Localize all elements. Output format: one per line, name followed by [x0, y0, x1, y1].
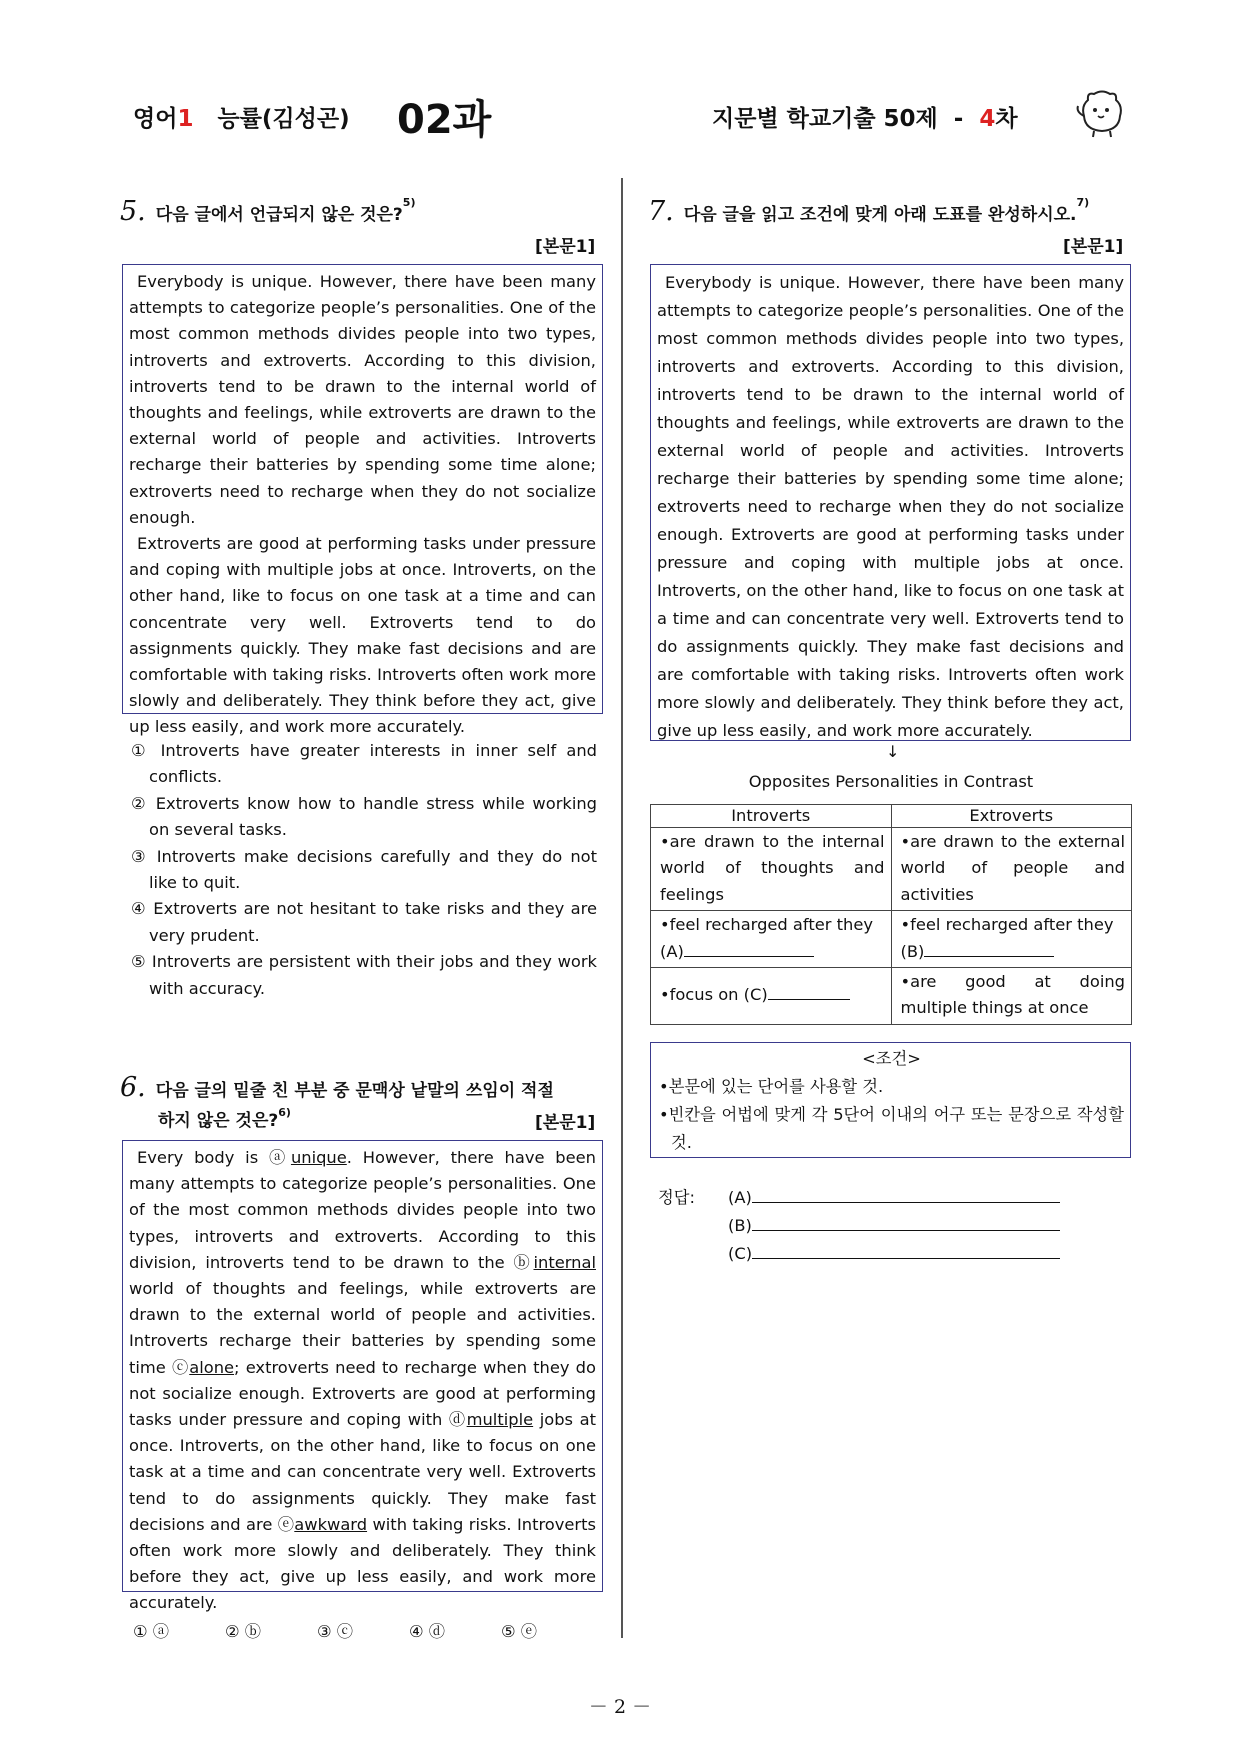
q7-source-tag: [본문1]	[1063, 237, 1124, 257]
conditions-title: <조건>	[862, 1049, 921, 1068]
table-cell: •are drawn to the internal world of thoughts and feelings	[651, 828, 892, 911]
answer-area	[658, 1184, 1060, 1268]
underline-c: alone	[189, 1357, 235, 1377]
answer-line-a[interactable]: (A)	[728, 1184, 1060, 1212]
page-header	[0, 96, 1240, 146]
q6-heading: 6. 다음 글의 밑줄 친 부분 중 문맥상 낱말의 쓰임이 적절	[120, 1072, 554, 1103]
blank-c[interactable]: •focus on (C)	[660, 985, 850, 1004]
table-header-introverts: Introverts	[651, 805, 892, 828]
q5-option[interactable]: ① Introverts have greater interests in inner self and conflicts.	[131, 741, 597, 787]
page-number: － 2 －	[588, 1696, 652, 1718]
mascot-icon	[1074, 86, 1130, 138]
q6-option[interactable]: ② ⓑ	[225, 1622, 262, 1641]
condition-item: •빈칸을 어법에 맞게 각 5단어 이내의 어구 또는 문장으로 작성할 것.	[659, 1105, 1124, 1152]
blank-b[interactable]: (B)	[901, 942, 1055, 961]
q5-source-tag: [본문1]	[535, 237, 596, 257]
q5-options	[131, 738, 597, 1002]
subject-title: 영어1 능률(김성곤)	[133, 106, 350, 132]
q5-option[interactable]: ② Extroverts know how to handle stress while working on several tasks.	[131, 793, 597, 840]
q5-paragraph: Everybody is unique. However, there have been many attempts to categorize people’s personalities. One of the most common methods divides people into two types, introverts and extroverts. According to this division, introverts tend to be drawn to the internal world of thoughts and feelings, while extroverts are drawn to the external world of people and activities. Introverts recharge their batteries by spending some time alone; extroverts need to recharge when they do not socialize enough.	[129, 272, 596, 527]
underline-e: awkward	[294, 1514, 368, 1534]
q5-option[interactable]: ⑤ Introverts are persistent with their jobs and they work with accuracy.	[131, 952, 597, 998]
answer-line-b[interactable]: (B)	[728, 1212, 1060, 1240]
q7-passage	[650, 264, 1131, 741]
table-header-extroverts: Extroverts	[891, 805, 1132, 828]
q6-option[interactable]: ③ ⓒ	[317, 1622, 354, 1641]
q7-heading: 7. 다음 글을 읽고 조건에 맞게 아래 도표를 완성하시오.$^{7)}$	[648, 196, 1090, 227]
underline-d: multiple	[466, 1410, 534, 1430]
exam-set-title: 지문별 학교기출 50제 - 4차	[712, 106, 1018, 132]
q5-option[interactable]: ④ Extroverts are not hesitant to take risks and they are very prudent.	[131, 899, 597, 945]
q6-passage	[122, 1140, 603, 1613]
table-cell: •feel recharged after they (A)	[651, 911, 892, 968]
q6-heading-cont: 하지 않은 것은?$^{6)}$	[158, 1106, 291, 1131]
column-divider	[621, 178, 623, 1638]
lesson-number: 02과	[397, 97, 492, 143]
conditions-box	[650, 1042, 1131, 1158]
q5-heading: 5. 다음 글에서 언급되지 않은 것은?$^{5)}$	[120, 196, 416, 227]
q7-paragraph: Everybody is unique. However, there have been many attempts to categorize people’s personalities. One of the most common methods divides people into two types, introverts and extroverts. According to this division, introverts tend to be drawn to the internal world of thoughts and feelings, while extroverts are drawn to the external world of people and activities. Introverts recharge their batteries by spending some time alone; extroverts need to recharge when they do not socialize enough. Extroverts are good at performing tasks under pressure and coping with multiple jobs at once. Introverts, on the other hand, like to focus on one task at a time and can concentrate very well. Extroverts tend to do assignments quickly. They make fast decisions and are comfortable with taking risks. Introverts often work more slowly and deliberately. They think before they act, give up less easily, and work more accurately.	[657, 273, 1124, 740]
answer-label: 정답:	[658, 1188, 695, 1207]
answer-line-c[interactable]: (C)	[728, 1240, 1060, 1268]
table-cell: •are good at doing multiple things at once	[891, 968, 1132, 1025]
q6-source-tag: [본문1]	[535, 1113, 596, 1133]
q5-paragraph: Extroverts are good at performing tasks under pressure and coping with multiple jobs at once. Introverts, on the other hand, like to focus on one task at a time and can concentrate very well. Extroverts tend to do assignments quickly. They make fast decisions and are comfortable with taking risks. Introverts often work more slowly and deliberately. They think before they act, give up less easily, and work more accurately.	[129, 534, 596, 737]
q6-option[interactable]: ① ⓐ	[133, 1622, 170, 1641]
down-arrow-icon: ↓	[886, 742, 900, 761]
q6-option[interactable]: ⑤ ⓔ	[501, 1622, 538, 1641]
blank-a[interactable]: (A)	[660, 942, 814, 961]
q6-option[interactable]: ④ ⓓ	[409, 1622, 446, 1641]
underline-b: internal	[533, 1252, 596, 1272]
q6-options	[133, 1618, 593, 1642]
condition-item: •본문에 있는 단어를 사용할 것.	[659, 1077, 884, 1096]
table-cell	[651, 968, 892, 1025]
contrast-table-title: Opposites Personalities in Contrast	[748, 772, 1034, 791]
table-cell: •feel recharged after they (B)	[891, 911, 1132, 968]
q5-passage	[122, 264, 603, 737]
table-cell: •are drawn to the external world of people and activities	[891, 828, 1132, 911]
q6-paragraph: Every body is ⓐunique. However, there have been many attempts to categorize people’s personalities. One of the most common methods divides people into two types, introverts and extroverts. According to this division, introverts tend to be drawn to the ⓑinternal world of thoughts and feelings, while extroverts are drawn to the external world of people and activities. Introverts recharge their batteries by spending some time ⓒalone; extroverts need to recharge when they do not socialize enough. Extroverts are good at performing tasks under pressure and coping with ⓓmultiple jobs at once. Introverts, on the other hand, like to focus on one task at a time and can concentrate very well. Extroverts tend to do assignments quickly. They make fast decisions and are ⓔawkward with taking risks. Introverts often work more slowly and deliberately. They think before they act, give up less easily, and work more accurately.	[129, 1148, 596, 1613]
underline-a: unique	[290, 1148, 347, 1167]
q5-option[interactable]: ③ Introverts make decisions carefully and they do not like to quit.	[131, 846, 597, 893]
contrast-table	[650, 804, 1132, 1025]
